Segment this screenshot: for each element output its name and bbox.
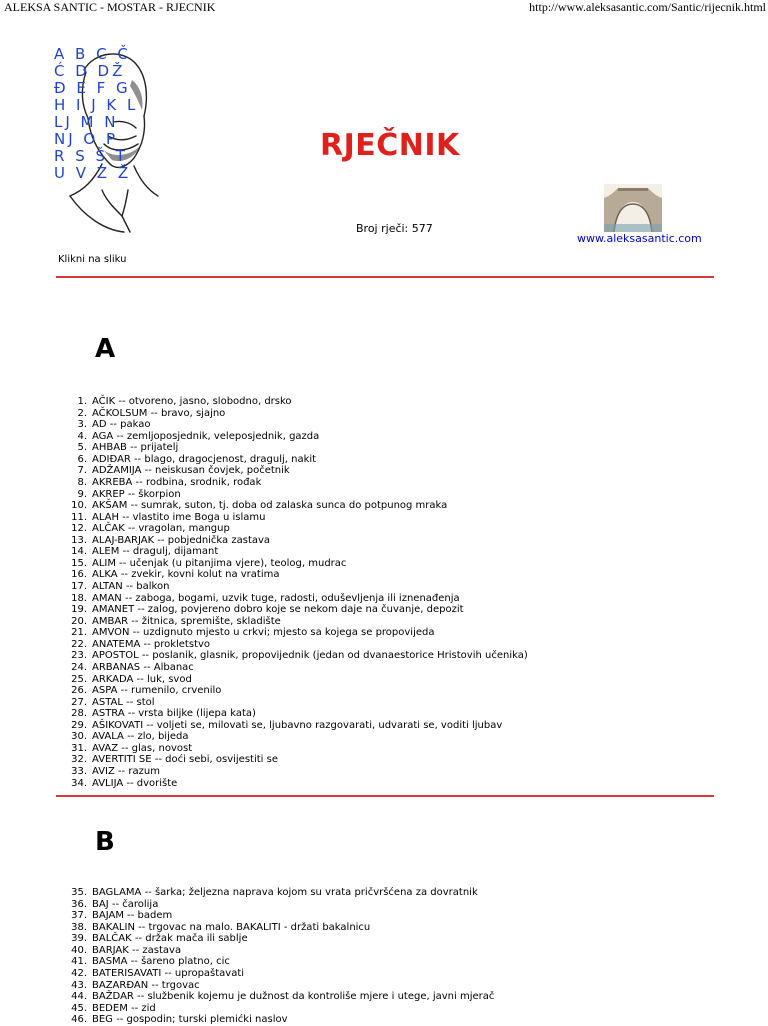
entry-text: AMAN -- zaboga, bogami, uzvik tuge, radosti, oduševljenja ili iznenađenja: [92, 592, 460, 604]
entry-text: ASPA -- rumenilo, crvenilo: [92, 685, 222, 697]
entry-text: BAKALIN -- trgovac na malo. BAKALITI - držati bakalnicu: [92, 921, 371, 933]
entry-number: 4.: [77, 430, 87, 442]
dictionary-entry: [56, 910, 494, 922]
dictionary-entry: [56, 535, 528, 547]
entry-number: 41.: [71, 956, 87, 968]
section-letter: A: [95, 334, 116, 364]
alphabet-row: Ć D DŽ: [54, 62, 126, 80]
print-header-title: ALEKSA SANTIC - MOSTAR - RJECNIK: [4, 0, 216, 14]
divider: [56, 276, 714, 278]
entry-text: ALAJ-BARJAK -- pobjednička zastava: [92, 534, 271, 546]
entry-number: 26.: [71, 685, 87, 697]
entry-text: AVLIJA -- dvorište: [92, 777, 178, 789]
entry-number: 12.: [71, 523, 87, 535]
alphabet-row: LJ M N: [54, 113, 119, 131]
dictionary-entry: [56, 558, 528, 570]
entry-text: ALTAN -- balkon: [92, 581, 170, 592]
entry-text: ALČAK -- vragolan, mangup: [92, 523, 230, 535]
divider: [56, 795, 714, 797]
entry-number: 1.: [77, 396, 87, 407]
dictionary-entry: [56, 945, 494, 957]
entry-number: 9.: [77, 488, 87, 500]
dictionary-entry: [56, 731, 528, 743]
entry-text: AD -- pakao: [92, 419, 151, 431]
dictionary-entry: [56, 500, 528, 512]
page-title: RJEČNIK: [320, 128, 460, 163]
entry-text: AŠIKOVATI -- voljeti se, milovati se, ljubavno razgovarati, udvarati se, voditi ljubav: [92, 719, 503, 731]
entry-list: [56, 396, 528, 789]
entry-text: BAZARĐAN -- trgovac: [92, 979, 200, 991]
old-bridge-icon: [604, 184, 662, 232]
entry-number: 3.: [77, 419, 87, 431]
entry-number: 42.: [71, 967, 87, 979]
entry-text: AVERTITI SE -- doći sebi, osvijestiti se: [92, 754, 278, 766]
entry-number: 44.: [71, 991, 87, 1003]
site-link[interactable]: www.aleksasantic.com: [577, 232, 702, 245]
dictionary-entry: [56, 754, 528, 766]
entry-number: 46.: [71, 1014, 87, 1026]
entry-number: 25.: [71, 673, 87, 685]
dictionary-entry: [56, 650, 528, 662]
dictionary-entry: [56, 743, 528, 755]
dictionary-entry: [56, 431, 528, 443]
alphabet-row: Đ E F G: [54, 79, 131, 97]
entry-text: AVALA -- zlo, bijeda: [92, 731, 189, 743]
dictionary-entry: [56, 477, 528, 489]
entry-text: AMBAR -- žitnica, spremište, skladište: [92, 615, 281, 627]
entry-number: 36.: [71, 898, 87, 910]
dictionary-entry: [56, 674, 528, 686]
entry-text: AGA -- zemljoposjednik, veleposjednik, gazda: [92, 430, 320, 442]
entry-text: BARJAK -- zastava: [92, 944, 182, 956]
entry-text: AVAZ -- glas, novost: [92, 742, 193, 754]
alphabet-row: NJ O P: [54, 130, 119, 148]
entry-text: AMANET -- zalog, povjereno dobro koje se nekom daje na čuvanje, depozit: [92, 604, 464, 616]
dictionary-entry: [56, 419, 528, 431]
dictionary-entry: [56, 956, 494, 968]
print-header: [0, 0, 768, 14]
entry-text: BAJAM -- badem: [92, 910, 173, 922]
dictionary-entry: [56, 546, 528, 558]
dictionary-entry: [56, 604, 528, 616]
dictionary-entry: [56, 465, 528, 477]
dictionary-entry: [56, 442, 528, 454]
entry-number: 45.: [71, 1002, 87, 1014]
entry-number: 30.: [71, 731, 87, 743]
entry-number: 11.: [71, 511, 87, 523]
portrait-caption: Klikni na sliku: [58, 254, 127, 265]
dictionary-entry: [56, 616, 528, 628]
dictionary-entry: [56, 685, 528, 697]
dictionary-entry: [56, 887, 494, 899]
dictionary-entry: [56, 662, 528, 674]
dictionary-entry: [56, 922, 494, 934]
dictionary-entry: [56, 778, 528, 790]
entry-number: 27.: [71, 696, 87, 708]
entry-number: 29.: [71, 719, 87, 731]
entry-number: 37.: [71, 910, 87, 922]
dictionary-entry: [56, 708, 528, 720]
dictionary-entry: [56, 697, 528, 709]
entry-number: 22.: [71, 638, 87, 650]
entry-number: 14.: [71, 546, 87, 558]
dictionary-entry: [56, 408, 528, 420]
alphabet-portrait-link[interactable]: [44, 40, 160, 236]
entry-text: BALČAK -- držak mača ili sablje: [92, 933, 248, 945]
entry-number: 7.: [77, 465, 87, 477]
dictionary-entry: [56, 980, 494, 992]
entry-text: AKREP -- škorpion: [92, 488, 181, 500]
word-count: Broj rječi: 577: [356, 222, 433, 235]
entry-number: 38.: [71, 921, 87, 933]
entry-text: AKŠAM -- sumrak, suton, tj. doba od zalaska sunca do potpunog mraka: [92, 500, 448, 512]
dictionary-entry: [56, 489, 528, 501]
entry-number: 39.: [71, 933, 87, 945]
entry-text: ADŽAMIJA -- neiskusan čovjek, početnik: [92, 465, 290, 477]
alphabet-row: A B C Č: [54, 45, 131, 63]
dictionary-entry: [56, 766, 528, 778]
entry-text: AČKOLSUM -- bravo, sjajno: [92, 407, 226, 419]
entry-text: ALAH -- vlastito ime Boga u islamu: [92, 511, 266, 523]
entry-text: APOSTOL -- poslanik, glasnik, propovijednik (jedan od dvanaestorice Hristovih učenika): [92, 650, 528, 662]
dictionary-entry: [56, 569, 528, 581]
dictionary-entry: [56, 1014, 494, 1026]
entry-text: ARKADA -- luk, svod: [92, 673, 192, 685]
entry-text: BAGLAMA -- šarka; željezna naprava kojom su vrata pričvršćena za dovratnik: [92, 887, 478, 898]
entry-text: AČIK -- otvoreno, jasno, slobodno, drsko: [92, 396, 292, 407]
entry-number: 43.: [71, 979, 87, 991]
entry-number: 33.: [71, 766, 87, 777]
dictionary-entry: [56, 396, 528, 408]
entry-number: 5.: [77, 442, 87, 454]
entry-number: 8.: [77, 476, 87, 488]
entry-text: BEG -- gospodin; turski plemićki naslov: [92, 1014, 288, 1026]
dictionary-entry: [56, 454, 528, 466]
entry-text: AVIZ -- razum: [92, 766, 160, 777]
entry-text: AKREBA -- rodbina, srodnik, rođak: [92, 476, 262, 488]
entry-number: 28.: [71, 708, 87, 720]
entry-text: ASTAL -- stol: [92, 696, 155, 708]
entry-number: 18.: [71, 592, 87, 604]
entry-text: BATERISAVATI -- upropaštavati: [92, 967, 245, 979]
entry-text: ANATEMA -- prokletstvo: [92, 638, 211, 650]
entry-text: ALKA -- zvekir, kovni kolut na vratima: [92, 569, 280, 581]
entry-number: 21.: [71, 627, 87, 639]
entry-text: ALIM -- učenjak (u pitanjima vjere), teolog, mudrac: [92, 557, 347, 569]
entry-text: ARBANAS -- Albanac: [92, 661, 194, 673]
entry-number: 10.: [71, 500, 87, 512]
dictionary-entry: [56, 720, 528, 732]
entry-number: 17.: [71, 581, 87, 592]
entry-text: ADIĐAR -- blago, dragocjenost, dragulj, nakit: [92, 453, 317, 465]
entry-number: 32.: [71, 754, 87, 766]
entry-number: 2.: [77, 407, 87, 419]
dictionary-entry: [56, 639, 528, 651]
entry-text: BASMA -- šareno platno, cic: [92, 956, 230, 968]
dictionary-entry: [56, 512, 528, 524]
bridge-image-link[interactable]: [604, 184, 662, 232]
dictionary-entry: [56, 933, 494, 945]
entry-text: ASTRA -- vrsta biljke (lijepa kata): [92, 708, 256, 720]
entry-number: 13.: [71, 534, 87, 546]
alphabet-row: R S Š T: [54, 147, 128, 165]
entry-number: 19.: [71, 604, 87, 616]
dictionary-entry: [56, 593, 528, 605]
entry-text: BEDEM -- zid: [92, 1002, 156, 1014]
entry-text: BAJ -- čarolija: [92, 898, 159, 910]
dictionary-entry: [56, 581, 528, 593]
entry-number: 23.: [71, 650, 87, 662]
entry-number: 35.: [71, 887, 87, 898]
dictionary-entry: [56, 968, 494, 980]
alphabet-overlay: [54, 46, 150, 182]
dictionary-entry: [56, 899, 494, 911]
alphabet-row: U V Z Ž: [54, 164, 132, 182]
entry-number: 20.: [71, 615, 87, 627]
alphabet-row: H I J K L: [54, 96, 139, 114]
entry-number: 15.: [71, 557, 87, 569]
dictionary-entry: [56, 991, 494, 1003]
entry-number: 31.: [71, 742, 87, 754]
entry-text: ALEM -- dragulj, dijamant: [92, 546, 219, 558]
entry-text: BAŽDAR -- službenik kojemu je dužnost da kontroliše mjere i utege, javni mjerač: [92, 991, 495, 1003]
entry-text: AHBAB -- prijatelj: [92, 442, 179, 454]
entry-number: 34.: [71, 777, 87, 789]
entry-number: 6.: [77, 453, 87, 465]
entry-list: [56, 887, 494, 1026]
dictionary-entry: [56, 627, 528, 639]
dictionary-entry: [56, 1003, 494, 1015]
entry-number: 24.: [71, 661, 87, 673]
print-header-url: http://www.aleksasantic.com/Santic/rijecnik.html: [529, 0, 766, 14]
section-letter: B: [95, 827, 115, 857]
entry-number: 16.: [71, 569, 87, 581]
dictionary-entry: [56, 523, 528, 535]
entry-number: 40.: [71, 944, 87, 956]
entry-text: AMVON -- uzdignuto mjesto u crkvi; mjesto sa kojega se propovijeda: [92, 627, 435, 639]
